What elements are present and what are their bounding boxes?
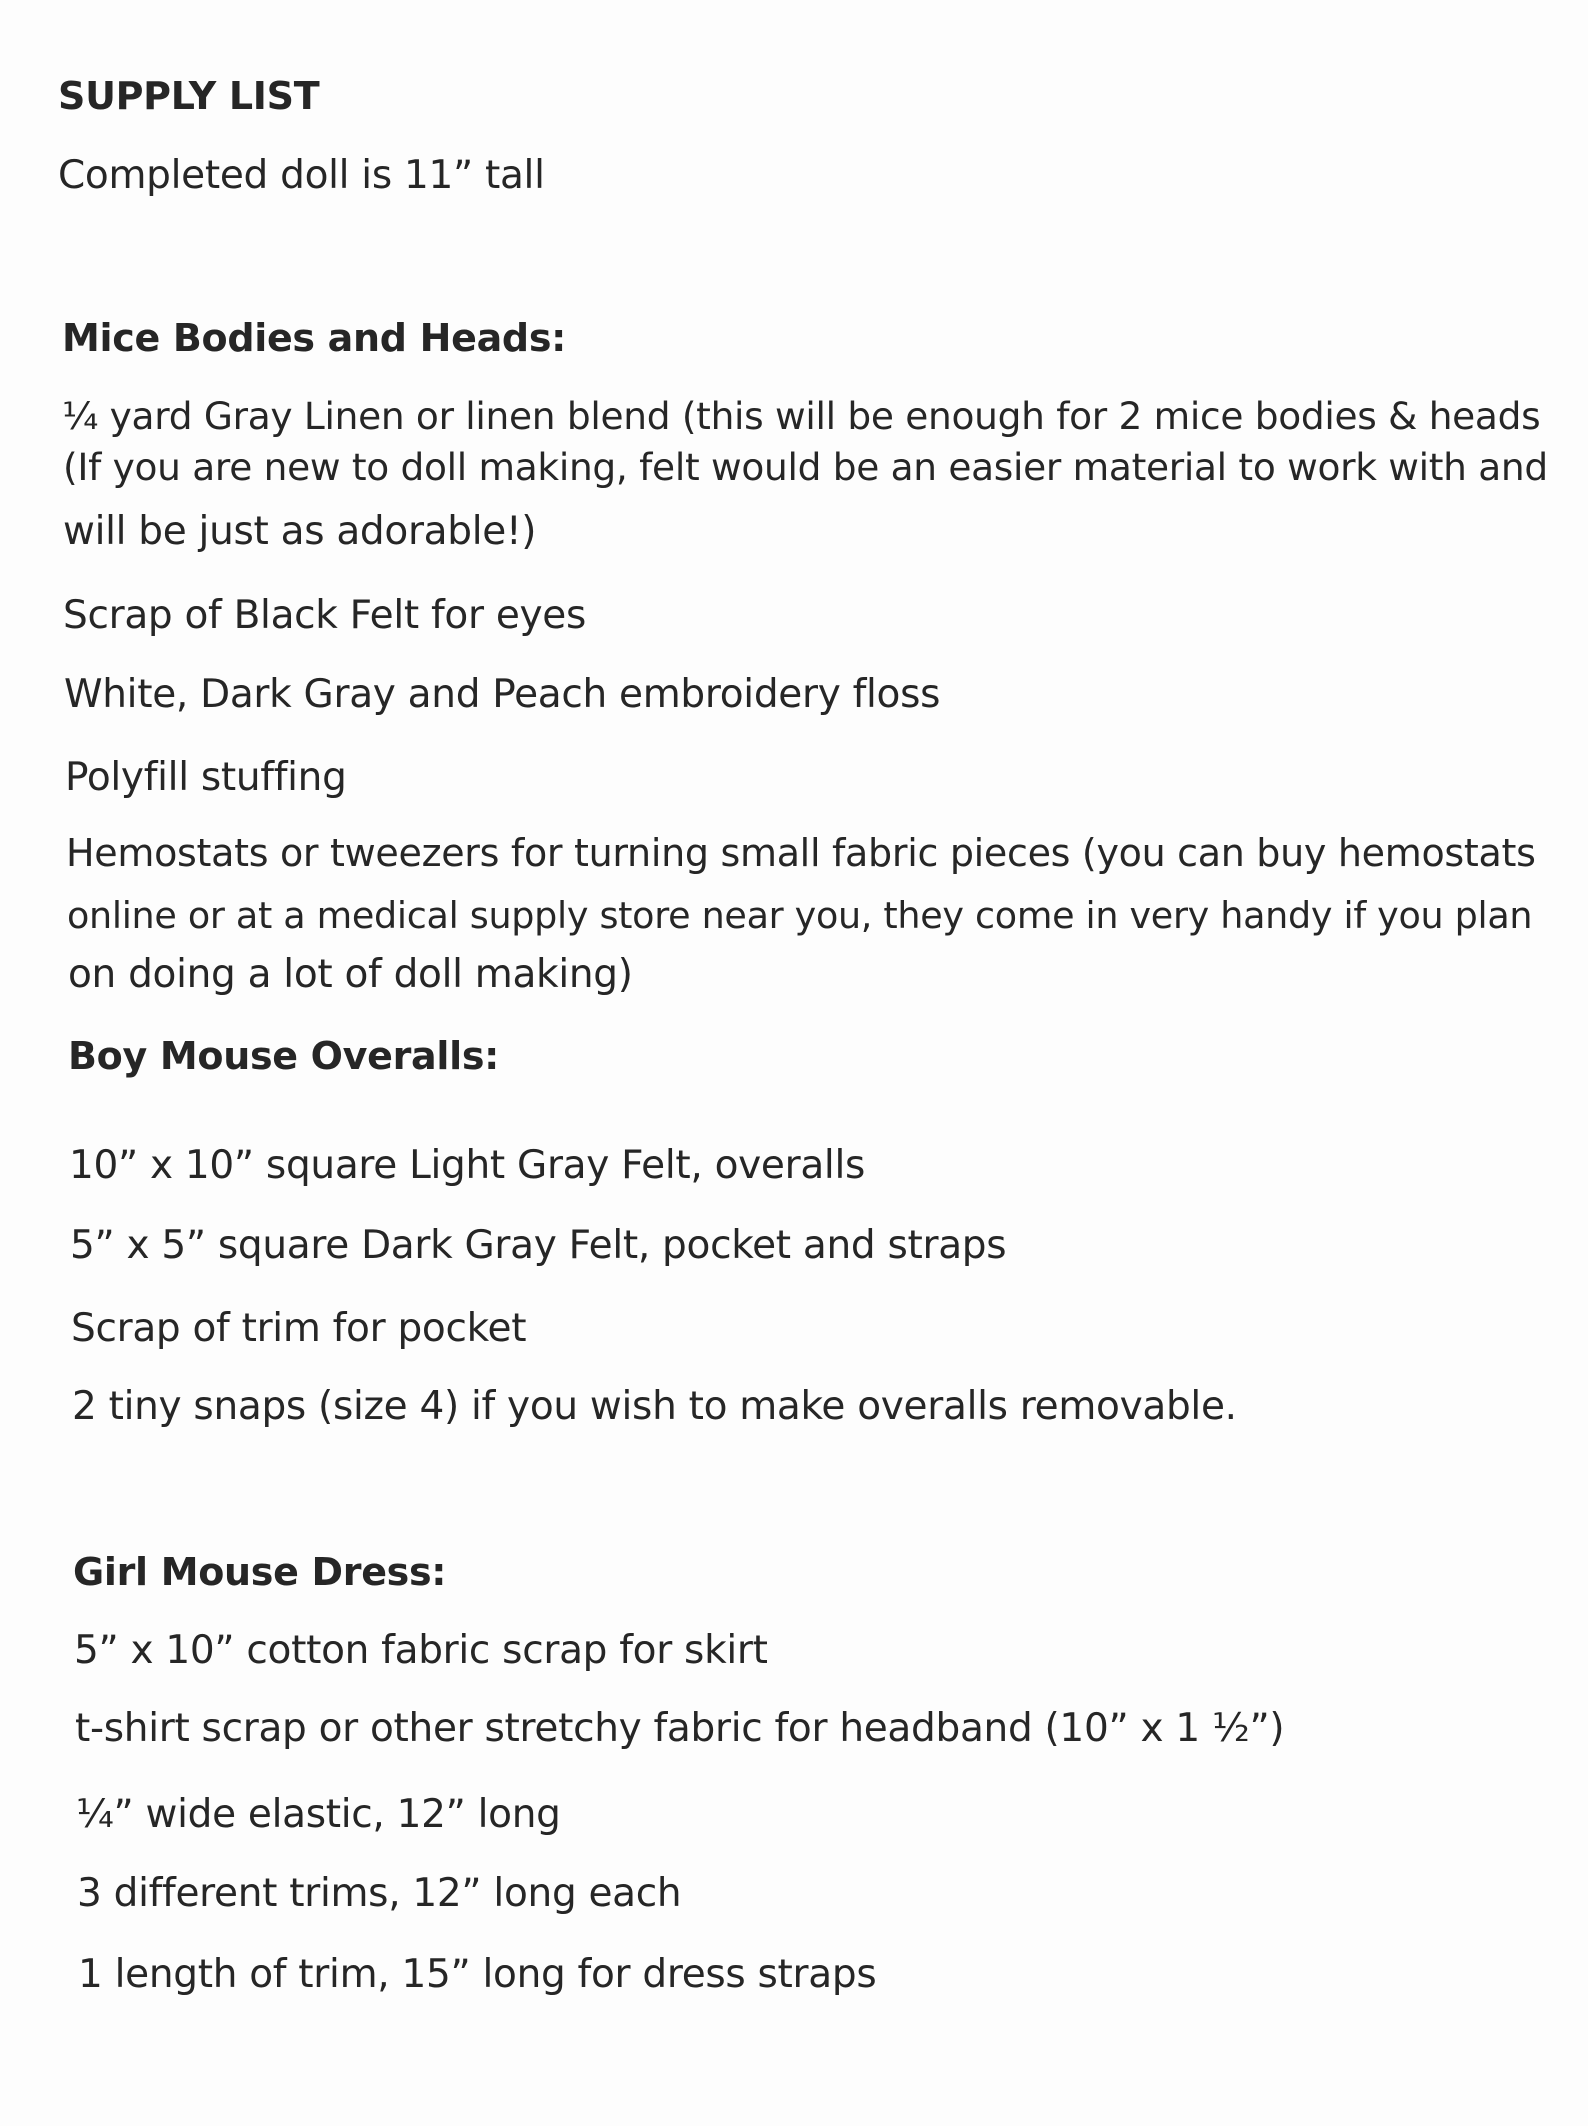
list-item: will be just as adorable!)	[63, 509, 537, 554]
list-item: 1 length of trim, 15” long for dress straps	[78, 1952, 877, 1997]
list-item: on doing a lot of doll making)	[68, 952, 633, 997]
list-item: 10” x 10” square Light Gray Felt, overalls	[69, 1143, 866, 1188]
list-item: (If you are new to doll making, felt would be an easier material to work with and	[63, 445, 1548, 489]
list-item: t-shirt scrap or other stretchy fabric for headband (10” x 1 ½”)	[75, 1706, 1285, 1751]
list-item: 3 different trims, 12” long each	[77, 1871, 682, 1916]
list-item: 2 tiny snaps (size 4) if you wish to make overalls removable.	[72, 1384, 1237, 1429]
list-item: online or at a medical supply store near you, they come in very handy if you plan	[67, 894, 1533, 937]
section-heading-boy: Boy Mouse Overalls:	[68, 1034, 500, 1078]
list-item: 5” x 5” square Dark Gray Felt, pocket and straps	[70, 1223, 1007, 1268]
page-title: SUPPLY LIST	[58, 74, 320, 118]
list-item: 5” x 10” cotton fabric scrap for skirt	[74, 1628, 768, 1673]
list-item: Scrap of trim for pocket	[71, 1306, 527, 1351]
list-item: Scrap of Black Felt for eyes	[63, 593, 587, 638]
section-heading-girl: Girl Mouse Dress:	[73, 1550, 447, 1594]
list-item: White, Dark Gray and Peach embroidery floss	[64, 672, 941, 717]
list-item: Polyfill stuffing	[65, 755, 347, 800]
section-heading-mice: Mice Bodies and Heads:	[62, 316, 567, 360]
list-item: ¼ yard Gray Linen or linen blend (this will be enough for 2 mice bodies & heads	[62, 394, 1541, 438]
list-item: ¼” wide elastic, 12” long	[76, 1792, 561, 1837]
doll-height-note: Completed doll is 11” tall	[58, 153, 545, 198]
list-item: Hemostats or tweezers for turning small fabric pieces (you can buy hemostats	[66, 831, 1536, 875]
